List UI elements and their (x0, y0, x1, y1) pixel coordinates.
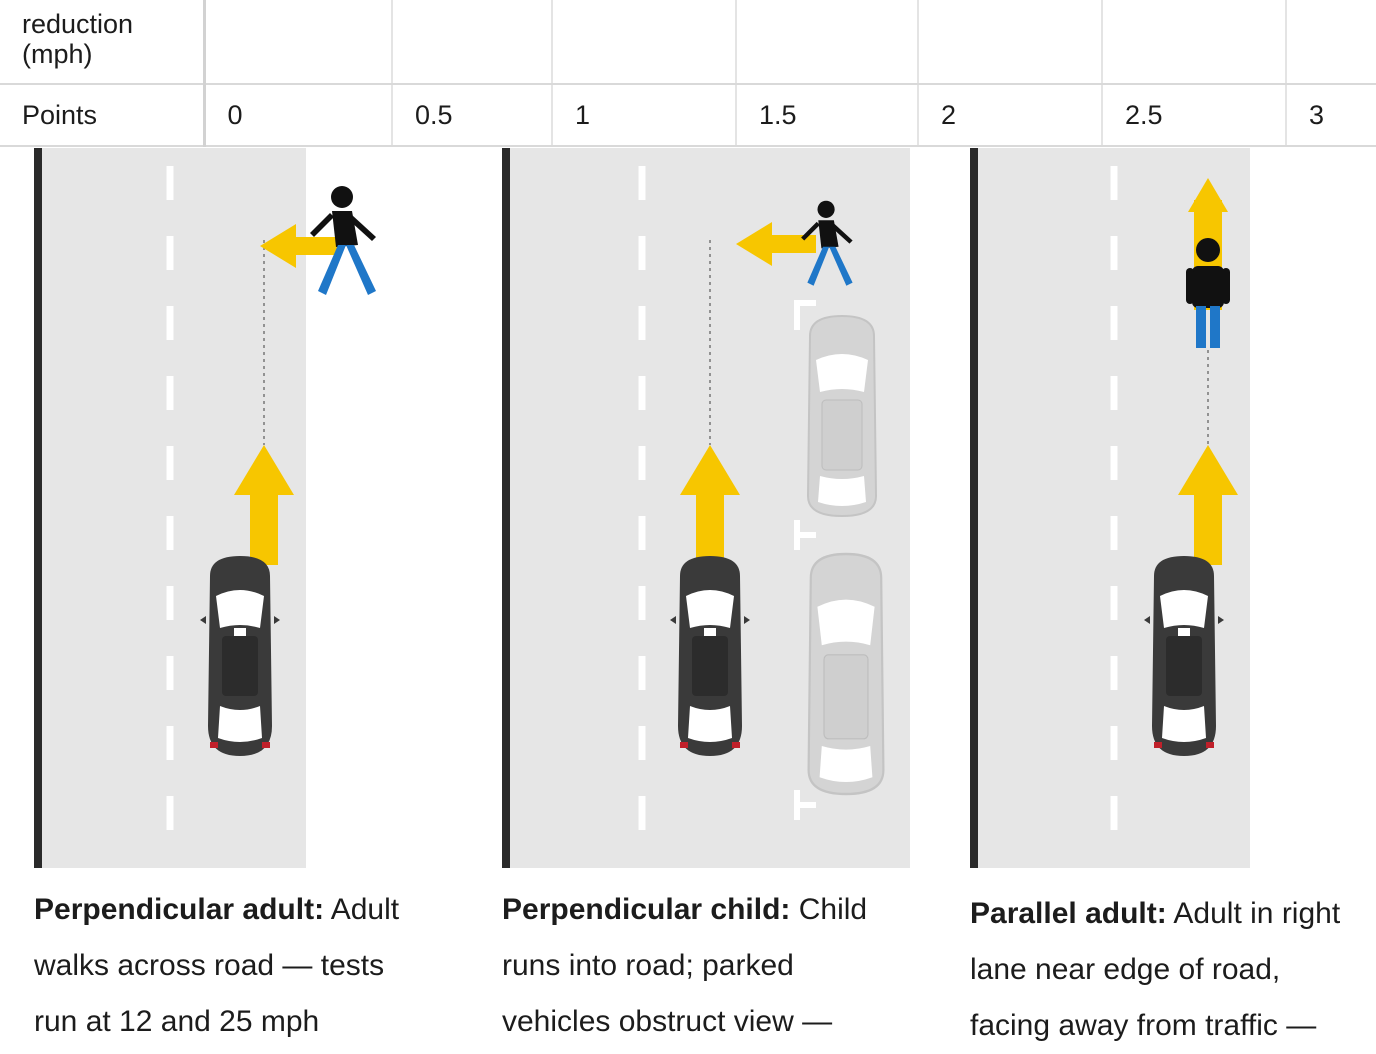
road-edge-line (970, 148, 978, 868)
points-cell: 0.5 (392, 84, 552, 146)
caption-text-line2: walks across road — tests (34, 949, 385, 982)
caption-perpendicular-child (502, 882, 932, 1050)
road-edge-line (502, 148, 510, 868)
caption-text-line2: lane near edge of road, (970, 953, 1281, 986)
road-edge-line (34, 148, 42, 868)
caption-perpendicular-adult (34, 882, 454, 1050)
points-cell: 1.5 (736, 84, 918, 146)
caption-title: Perpendicular child: (502, 893, 791, 926)
caption-text-line3: vehicles obstruct view — (502, 1005, 833, 1038)
parked-van-rear (809, 554, 884, 794)
scene-perpendicular-adult (30, 140, 410, 870)
test-car (1144, 556, 1224, 756)
reduction-cell (1102, 0, 1286, 84)
test-car (200, 556, 280, 756)
reduction-label-line1: reduction (22, 9, 134, 39)
caption-text-line1: Adult (324, 893, 400, 926)
reduction-cell (552, 0, 736, 84)
reduction-cell (918, 0, 1102, 84)
points-table (0, 0, 1376, 134)
caption-text-line3: run at 12 and 25 mph (34, 1005, 320, 1038)
caption-text-line3: facing away from traffic — (970, 1009, 1317, 1042)
reduction-cell (736, 0, 918, 84)
caption-text-line1: Child (790, 893, 868, 926)
parked-car-front (808, 316, 876, 516)
caption-text-line1: Adult in right (1166, 897, 1341, 930)
caption-parallel-adult (970, 886, 1370, 1054)
scene-perpendicular-child (498, 140, 918, 870)
points-header-cell: Points (0, 84, 204, 146)
caption-title: Perpendicular adult: (34, 893, 325, 926)
reduction-header-cell (0, 0, 204, 84)
points-cell: 1 (552, 84, 736, 146)
reduction-cell (392, 0, 552, 84)
reduction-cell (204, 0, 392, 84)
reduction-cell (1286, 0, 1376, 84)
points-cell: 2.5 (1102, 84, 1286, 146)
test-car (670, 556, 750, 756)
scenario-illustrations (0, 140, 1376, 880)
points-row (0, 84, 1376, 146)
points-cell: 2 (918, 84, 1102, 146)
reduction-label-line2: (mph) (22, 39, 93, 69)
points-table-grid (0, 0, 1376, 147)
scene-parallel-adult (966, 140, 1266, 870)
caption-text-line2: runs into road; parked (502, 949, 794, 982)
points-cell: 0 (204, 84, 392, 146)
points-cell: 3 (1286, 84, 1376, 146)
reduction-row (0, 0, 1376, 84)
caption-title: Parallel adult: (970, 897, 1167, 930)
